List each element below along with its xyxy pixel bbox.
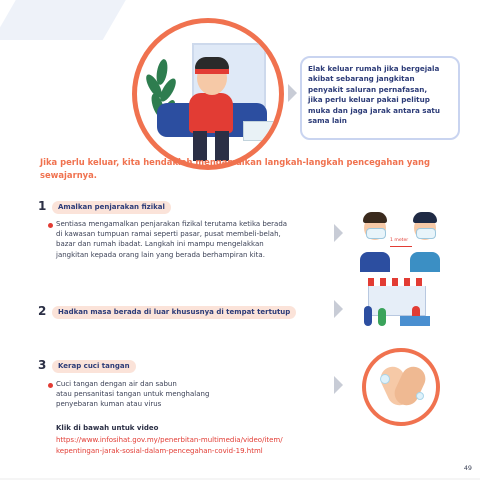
decorative-stripe — [0, 0, 137, 40]
distance-label: 1 meter — [390, 238, 409, 243]
video-heading: Klik di bawah untuk video — [56, 424, 159, 432]
step-number: 3 — [38, 358, 47, 372]
arrow-right-icon — [334, 300, 343, 318]
page-number: 49 — [463, 464, 472, 472]
person-body-graphic — [189, 93, 233, 133]
arrow-right-icon — [288, 84, 297, 102]
callout-line: jika perlu keluar pakai pelitup — [308, 95, 430, 105]
intro-text — [40, 156, 440, 181]
step-title: Amalkan penjarakan fizikal — [52, 201, 171, 214]
callout-line: sama lain — [308, 116, 347, 126]
step-title: Hadkan masa berada di luar khususnya di tempat tertutup — [52, 306, 296, 319]
callout-line: muka dan jaga jarak antara satu — [308, 105, 440, 115]
body-line: di kawasan tumpuan ramai seperti pasar, pusat membeli-belah, — [56, 230, 281, 239]
sick-person-illustration — [132, 18, 284, 170]
body-line: penyebaran kuman atau virus — [56, 400, 162, 409]
video-link-line-1[interactable]: https://www.infosihat.gov.my/penerbitan-multimedia/video/item/ — [56, 436, 283, 444]
bullet-dot — [48, 223, 53, 228]
intro-line: sewajarnya. — [40, 169, 97, 180]
step-body — [56, 219, 326, 260]
body-line: atau pensanitasi tangan untuk menghalang — [56, 390, 210, 399]
handwash-illustration — [362, 348, 440, 426]
shop-queue-illustration — [360, 276, 436, 336]
distancing-illustration — [360, 200, 438, 278]
body-line: bazar dan rumah ibadat. Langkah ini mampu mengelakkan — [56, 240, 264, 249]
arrow-right-icon — [334, 224, 343, 242]
callout-line: akibat sebarang jangkitan — [308, 74, 415, 84]
body-line: jangkitan kepada orang lain yang berada berhampiran kita. — [56, 250, 265, 259]
arrow-right-icon — [334, 376, 343, 394]
callout-line: penyakit saluran pernafasan, — [308, 84, 428, 94]
callout-line: Elak keluar rumah jika bergejala — [308, 64, 440, 73]
body-line: Cuci tangan dengan air dan sabun — [56, 380, 177, 388]
step-number: 1 — [38, 199, 47, 213]
bullet-dot — [48, 383, 53, 388]
intro-line: Jika perlu keluar, kita hendaklah mengamalkan langkah-langkah pencegahan yang — [40, 157, 430, 167]
video-link-line-2[interactable]: kepentingan-jarak-sosial-dalam-pencegahan-covid-19.html — [56, 447, 263, 455]
step-number: 2 — [38, 304, 47, 318]
step-body — [56, 379, 316, 410]
step-title: Kerap cuci tangan — [52, 360, 136, 373]
medicine-box-graphic — [243, 121, 275, 141]
callout-box — [300, 56, 460, 140]
body-line: Sentiasa mengamalkan penjarakan fizikal terutama ketika berada — [56, 220, 288, 228]
